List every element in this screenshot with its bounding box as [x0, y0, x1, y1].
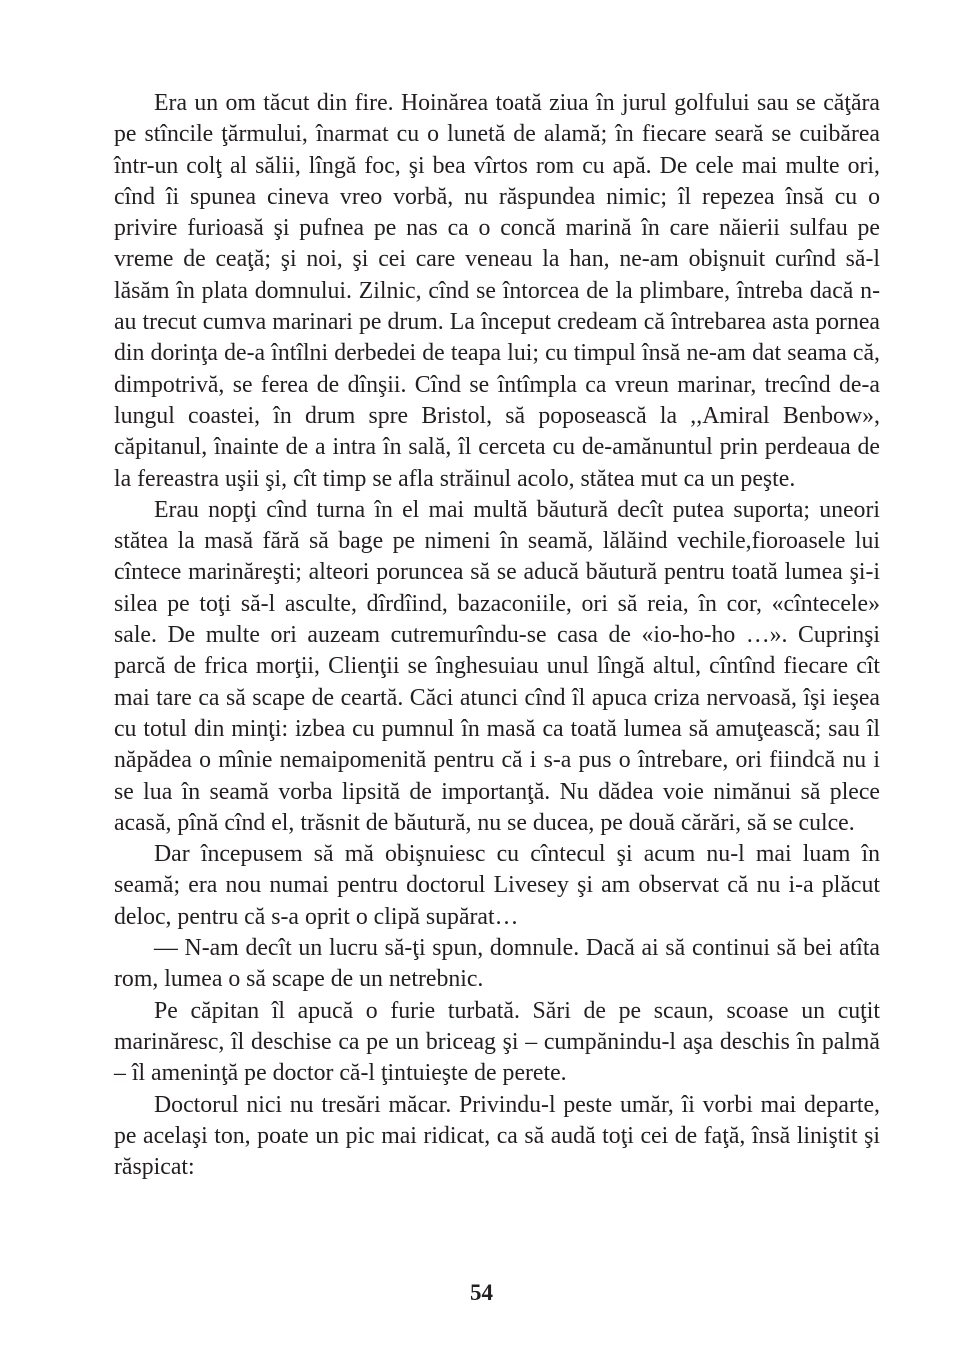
paragraph: Dar începusem să mă obişnuiesc cu cîntecul şi acum nu-l mai luam în seamă; era nou numai pentru doctorul Livesey şi am observat că nu i-a plăcut deloc, pentru că s-a oprit o clipă supărat… [114, 841, 880, 930]
paragraph: Era un om tăcut din fire. Hoinărea toată ziua în jurul golfului sau se căţăra pe stîncile ţărmului, înarmat cu o lunetă de alamă; în fiecare seară se cuibărea într-un colţ al sălii, lîngă foc, şi bea vîrtos rom cu apă. De cele mai multe ori, cînd îi spunea cineva vreo vorbă, nu răspundea nimic; îl repezea însă cu o privire furioasă şi pufnea pe nas ca o concă marină în care năierii sulfau pe vreme de ceaţă; şi noi, şi cei care veneau la han, ne-am obişnuit curînd să-l lăsăm în plata domnului. Zilnic, cînd se întorcea de la plimbare, întreba dacă n-au trecut cumva marinari pe drum. La început credeam că întrebarea asta pornea din dorinţa de-a întîlni derbedei de teapa lui; cu timpul însă ne-am dat seama că, dimpotrivă, se ferea de dînşii. Cînd se întîmpla ca vreun marinar, trecînd de-a lungul coastei, în drum spre Bristol, să poposească la ,,Amiral Benbow», căpitanul, înainte de a intra în sală, îl cerceta cu de-amănuntul prin perdeaua de la fereastra uşii şi, cît timp se afla străinul acolo, stătea mut ca un peşte. [114, 90, 880, 492]
page-number: 54 [470, 1280, 493, 1305]
paragraph: Pe căpitan îl apucă o furie turbată. Sări de pe scaun, scoase un cuţit marinăresc, îl deschise ca pe un briceag şi – cumpănindu-l aşa deschis în palmă – îl ameninţă pe doctor că-l ţintuieşte de perete. [114, 997, 880, 1087]
page-body [114, 88, 880, 1183]
paragraph: Erau nopţi cînd turna în el mai multă băutură decît putea suporta; uneori stătea la masă fără să bage pe nimeni în seamă, lălăind vechile,fioroasele lui cîntece marinăreşti; alteori poruncea să se aducă băutură pentru toată lumea şi-i silea pe toţi să-l asculte, dîrdîind, bazaconiile, ori să reia, în cor, «cîntecele» sale. De multe ori auzeam cutremurîndu-se casa de «io-ho-ho …». Cuprinşi parcă de frica morţii, Clienţii se înghesuiau unul lîngă altul, cîntînd fiecare cît mai tare ca să scape de ceartă. Căci atunci cînd îl apuca criza nervoasă, îşi ieşea cu totul din minţi: izbea cu pumnul în masă ca toată lumea să amuţească; sau îl năpădea o mînie nemaipomenită pentru că i s-a pus o întrebare, ori fiindcă nu i se lua în seamă vorba lipsită de importanţă. Nu dădea voie nimănui să plece acasă, pînă cînd el, trăsnit de băutură, nu se ducea, pe două cărări, să se culce. [114, 496, 880, 836]
dialogue-paragraph: — N-am decît un lucru să-ţi spun, domnule. Dacă ai să continui să bei atîta rom, lumea o să scape de un netrebnic. [114, 935, 880, 993]
paragraph: Doctorul nici nu tresări măcar. Privindu-l peste umăr, îi vorbi mai departe, pe acelaşi ton, poate un pic mai ridicat, ca să audă toţi cei de faţă, însă liniştit şi răspicat: [114, 1091, 880, 1181]
